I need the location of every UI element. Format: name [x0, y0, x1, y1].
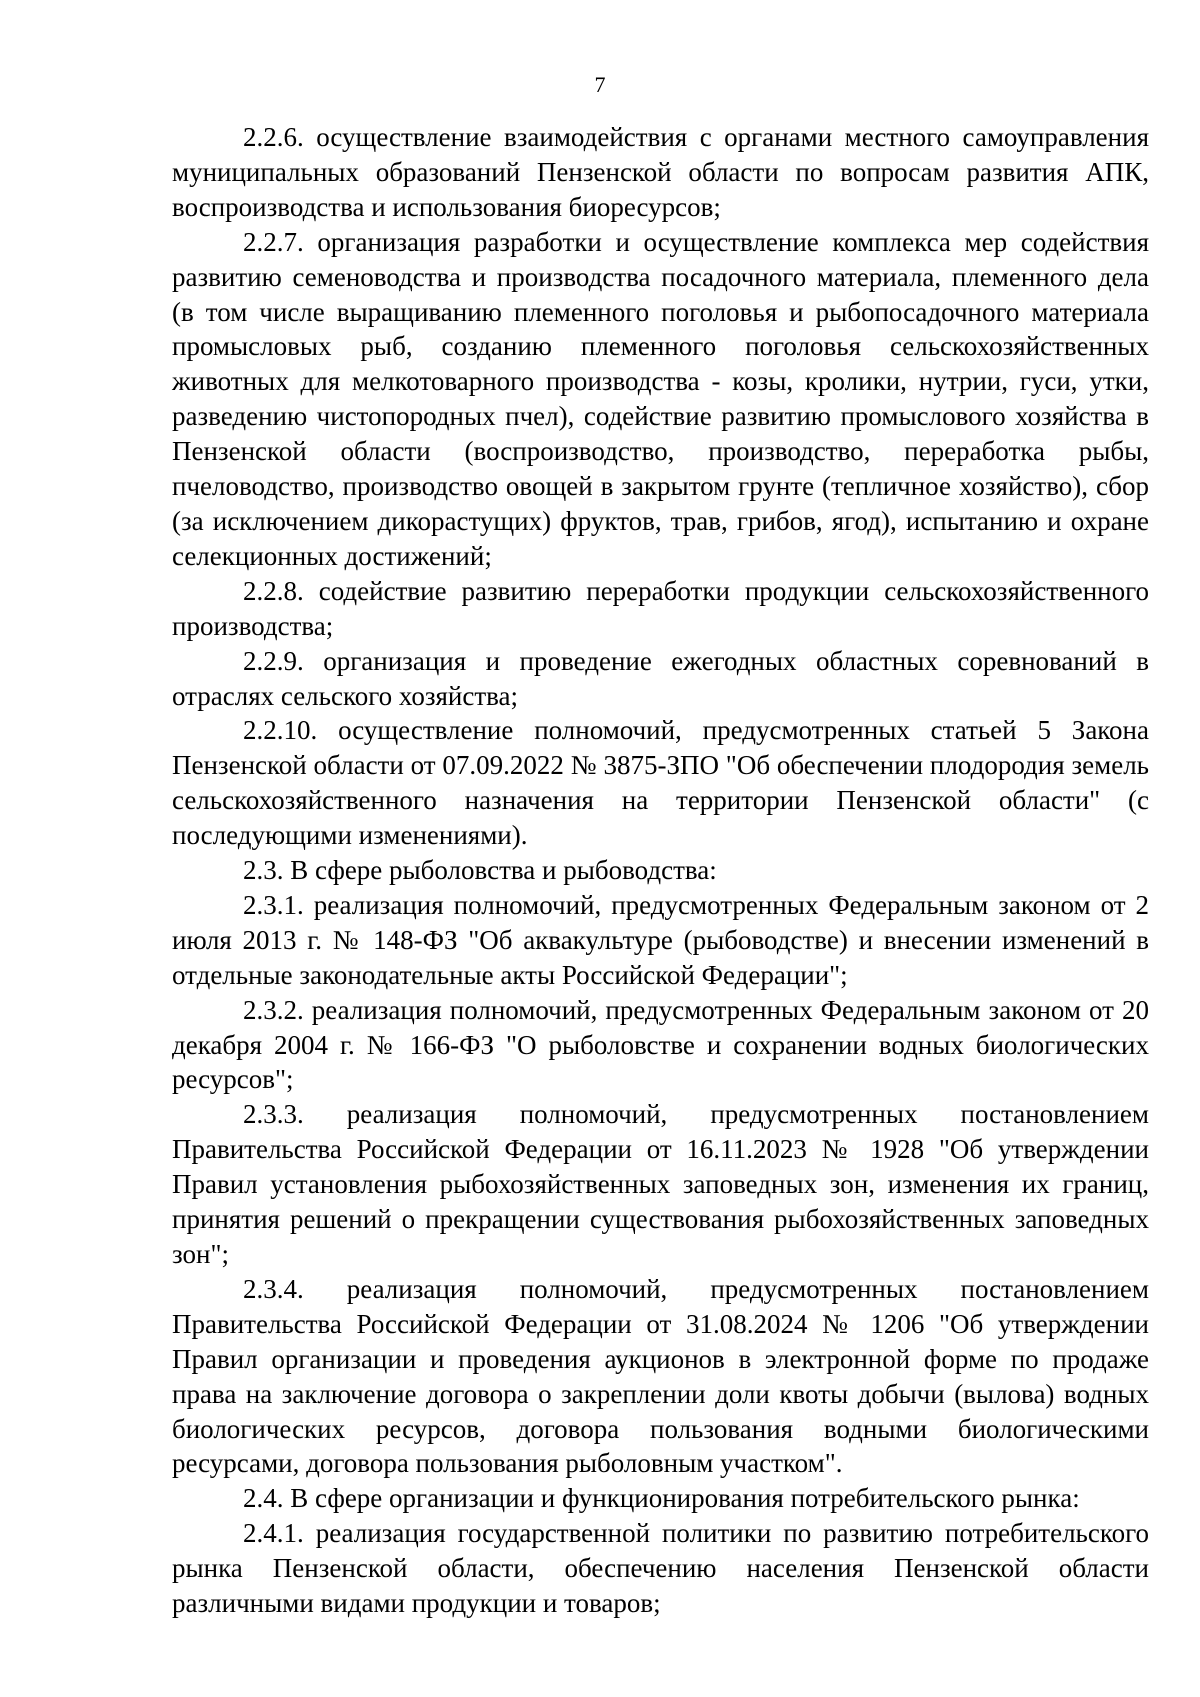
paragraph-2-4-1: 2.4.1. реализация государственной политики по развитию потребительского рынка Пензенской области, обеспечению населения Пензенской области различными видами продукции и товаров;	[172, 1518, 1149, 1619]
paragraph-2-2-7: 2.2.7. организация разработки и осуществление комплекса мер содействия развитию семеноводства и производства посадочного материала, племенного дела (в том числе выращиванию племенного поголовья и рыбопосадочного материала промысловых рыб, созданию племенного поголовья сельскохозяйственных животных для мелкотоварного производства - козы, кролики, нутрии, гуси, утки, разведению чистопородных пчел), содействие развитию промыслового хозяйства в Пензенской области (воспроизводство, производство, переработка рыбы, пчеловодство, производство овощей в закрытом грунте (тепличное хозяйство), сбор (за исключением дикорастущих) фруктов, трав, грибов, ягод), испытанию и охране селекционных достижений;	[172, 226, 1149, 571]
section-heading-2-4: 2.4. В сфере организации и функционирования потребительского рынка:	[243, 1483, 1080, 1514]
page-number: 7	[594, 72, 606, 97]
paragraph-2-2-6: 2.2.6. осуществление взаимодействия с органами местного самоуправления муниципальных образований Пензенской области по вопросам развития АПК, воспроизводства и использования биоресурсов;	[172, 122, 1149, 222]
document-body	[172, 120, 1149, 1621]
paragraph-2-3-1: 2.3.1. реализация полномочий, предусмотренных Федеральным законом от 2 июля 2013 г. № 148-ФЗ "Об аквакультуре (рыбоводстве) и внесении изменений в отдельные законодательные акты Российской Федерации";	[172, 889, 1149, 990]
paragraph-2-3-3: 2.3.3. реализация полномочий, предусмотренных постановлением Правительства Российской Федерации от 16.11.2023 № 1928 "Об утверждении Правил установления рыбохозяйственных заповедных зон, изменения их границ, принятия решений о прекращении существования рыбохозяйственных заповедных зон";	[172, 1099, 1149, 1269]
paragraph-2-3-4: 2.3.4. реализация полномочий, предусмотренных постановлением Правительства Российской Федерации от 31.08.2024 № 1206 "Об утверждении Правил организации и проведения аукционов в электронной форме по продаже права на заключение договора о закреплении доли квоты добычи (вылова) водных биологических ресурсов, договора пользования водными биологическими ресурсами, договора пользования рыболовным участком".	[172, 1273, 1149, 1479]
section-heading-2-3: 2.3. В сфере рыболовства и рыбоводства:	[243, 855, 717, 886]
paragraph-2-2-8: 2.2.8. содействие развитию переработки продукции сельскохозяйственного производства;	[172, 575, 1149, 641]
paragraph-2-2-9: 2.2.9. организация и проведение ежегодных областных соревнований в отраслях сельского хозяйства;	[172, 645, 1149, 711]
paragraph-2-2-10: 2.2.10. осуществление полномочий, предусмотренных статьей 5 Закона Пензенской области от 07.09.2022 № 3875-ЗПО "Об обеспечении плодородия земель сельскохозяйственного назначения на территории Пензенской области" (с последующими изменениями).	[172, 715, 1149, 851]
paragraph-2-3-2: 2.3.2. реализация полномочий, предусмотренных Федеральным законом от 20 декабря 2004 г. № 166-ФЗ "О рыболовстве и сохранении водных биологических ресурсов";	[172, 994, 1149, 1095]
